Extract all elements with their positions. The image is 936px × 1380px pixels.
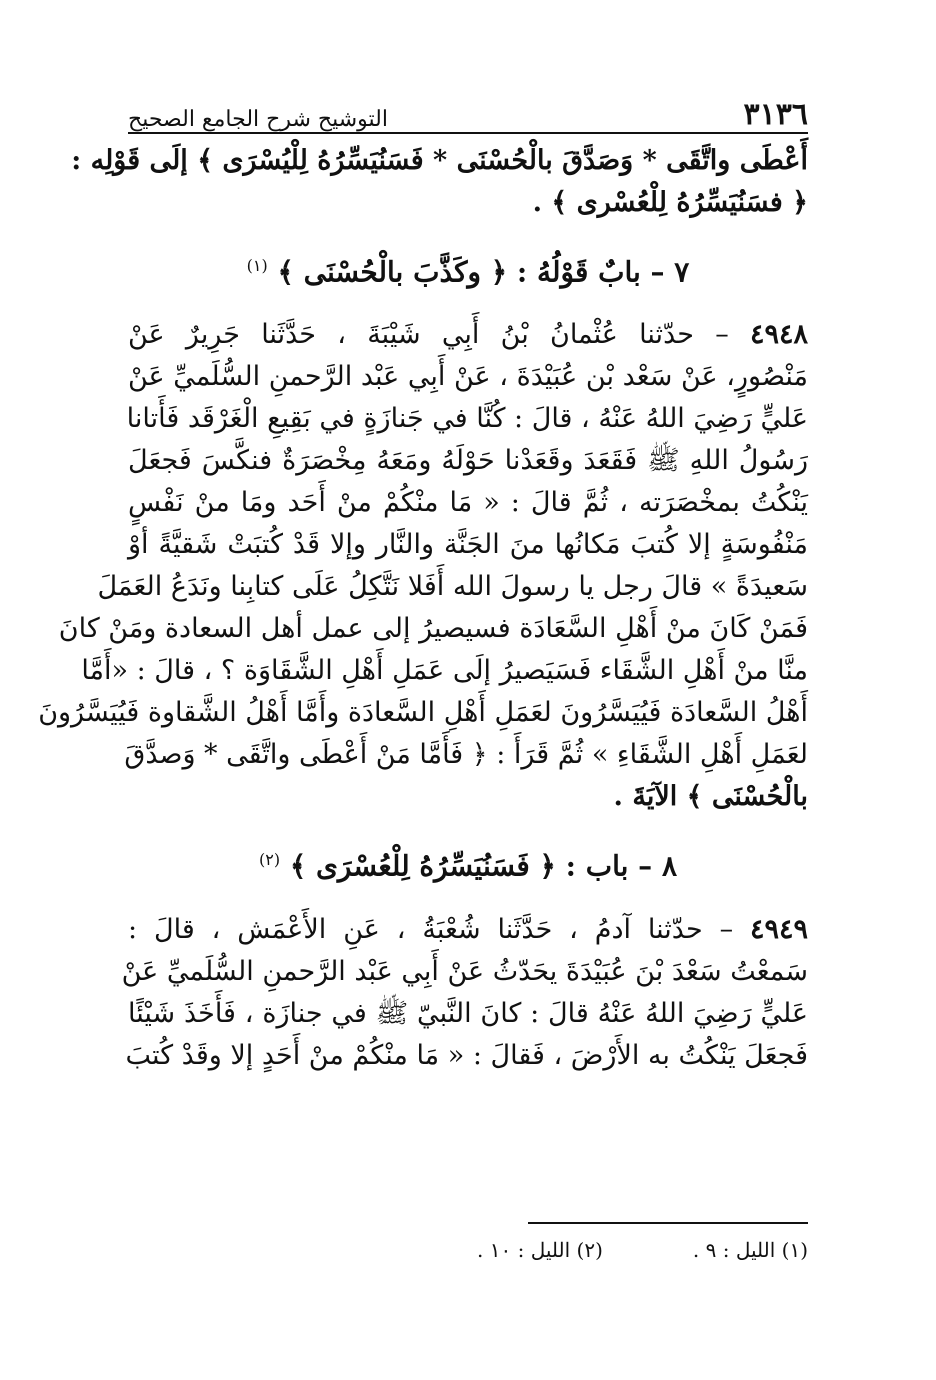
text-line: أَهْلُ السَّعادَة فَيُيَسَّرُونَ لعَمَلِ أَهْلِ السَّعادَة وأَمَّا أَهْلُ الشَّقاوة فَيُيَسَّرُونَ bbox=[38, 697, 808, 729]
chapter-heading-8 bbox=[128, 838, 808, 888]
page-number: ٣١٣٦ bbox=[743, 97, 808, 132]
hadith-text: – حدّثنا آدمُ ، حَدَّثَنا شُعْبَةُ ، عَنِ الأَعْمَش ، قالَ : bbox=[128, 913, 734, 945]
text-line: منَّا منْ أَهْلِ الشَّقَاء فَسَيَصيرُ إلَى عَمَلِ أَهْلِ الشَّقَاوَة ؟ ، قالَ : «أَمَّا bbox=[81, 655, 808, 687]
text-line: عَليٍّ رَضِيَ اللهُ عَنْهُ ، قالَ : كُنَّا في جَنازَةٍ في بَقِيعِ الْغَرْقَد فَأَتانا bbox=[126, 403, 808, 435]
text-line: بالْحُسْنَى ﴾ الآيَةَ . bbox=[613, 781, 808, 813]
footnote-1: (١) الليل : ٩ . bbox=[692, 1238, 808, 1262]
text-line: سَعيدَةً » قالَ رجل يا رسولَ الله أَفَلا نَتَّكِلُ عَلَى كتابِنا ونَدَعُ العَمَلَ bbox=[97, 571, 808, 603]
text-line bbox=[128, 909, 808, 951]
heading-text: ٧ – بابٌ قَوْلُهُ : ﴿ وكَذَّبَ بالْحُسْنَى ﴾ bbox=[277, 255, 690, 289]
heading-text: ٨ – باب : ﴿ فَسَنُيَسِّرُهُ لِلْعُسْرَى ﴾ bbox=[289, 849, 677, 883]
text-line: أَعْطَى واتَّقَى * وَصَدَّقَ بالْحُسْنَى * فَسَنُيَسِّرُهُ لِلْيُسْرَى ﴾ إلَى قَوْلِه : bbox=[71, 145, 808, 176]
hadith-text: – حدّثنا عُثْمانُ بْنُ أَبِي شَيْبَةَ ، حَدَّثَنا جَرِيرٌ عَنْ bbox=[128, 319, 729, 351]
text-line: فَجعَلَ يَنْكُتُ به الأَرْضَ ، فَقالَ : « مَا منْكُمْ منْ أَحَدٍ إلا وقَدْ كُتبَ bbox=[125, 1039, 808, 1071]
page-body bbox=[38, 140, 808, 1077]
footnote-divider bbox=[528, 1222, 808, 1224]
text-line: رَسُولُ اللهِ ﷺ فَقَعَدَ وقَعَدْنا حَوْلَهُ ومَعَهُ مِخْصَرَةٌ فنكَّسَ فَجعَلَ bbox=[128, 445, 808, 477]
text-line: فَمَنْ كَانَ منْ أَهْلِ السَّعَادَة فسيصيرُ إلى عمل أهل السعادة ومَنْ كانَ bbox=[58, 613, 808, 645]
chapter-heading-7 bbox=[128, 244, 808, 294]
text-line: ﴿ فسَنُيَسِّرُهُ لِلْعُسْرى ﴾ . bbox=[532, 187, 808, 218]
text-line: عَليٍّ رَضِيَ اللهُ عَنْهُ قالَ : كانَ النَّبيّ ﷺ في جنازَة ، فَأَخَذَ شَيْئًا bbox=[128, 997, 808, 1029]
footnote-2: (٢) الليل : ١٠ . bbox=[477, 1238, 603, 1262]
hadith-number: ٤٩٤٩ bbox=[749, 913, 808, 945]
text-line: مَنْفُوسَةٍ إلا كُتبَ مَكانُها منَ الجَنَّة والنَّار وإلا قَدْ كُتبَتْ شَقيَّةً أوْ bbox=[128, 529, 808, 561]
footnote-ref: (١) bbox=[246, 256, 268, 275]
running-title: التوشيح شرح الجامع الصحيح bbox=[128, 107, 388, 132]
hadith-number: ٤٩٤٨ bbox=[749, 319, 808, 351]
text-line: سَمعْتُ سَعْدَ بْنَ عُبَيْدَةَ يحَدّثُ عَنْ أَبِي عَبْد الرَّحمنِ السُّلَميِّ عَنْ bbox=[121, 955, 808, 987]
footnote-ref: (٢) bbox=[259, 850, 281, 870]
footnotes bbox=[128, 1238, 808, 1262]
text-line bbox=[128, 314, 808, 356]
text-line: مَنْصُورٍ، عَنْ سَعْد بْن عُبَيْدَةَ ، عَنْ أَبِي عَبْد الرَّحمنِ السُّلَميِّ عَنْ bbox=[128, 361, 808, 393]
text-line: لعَمَلِ أَهْلِ الشَّقَاءِ » ثُمَّ قَرَأَ : ﴿ فَأَمَّا مَنْ أَعْطَى واتَّقَى * وَصدَّقَ bbox=[124, 739, 808, 771]
text-line: يَنْكُتُ بمخْصَرَته ، ثُمَّ قالَ : « مَا منْكُمْ منْ أَحَد ومَا منْ نَفْسٍ bbox=[128, 487, 808, 519]
page-header bbox=[128, 86, 808, 134]
